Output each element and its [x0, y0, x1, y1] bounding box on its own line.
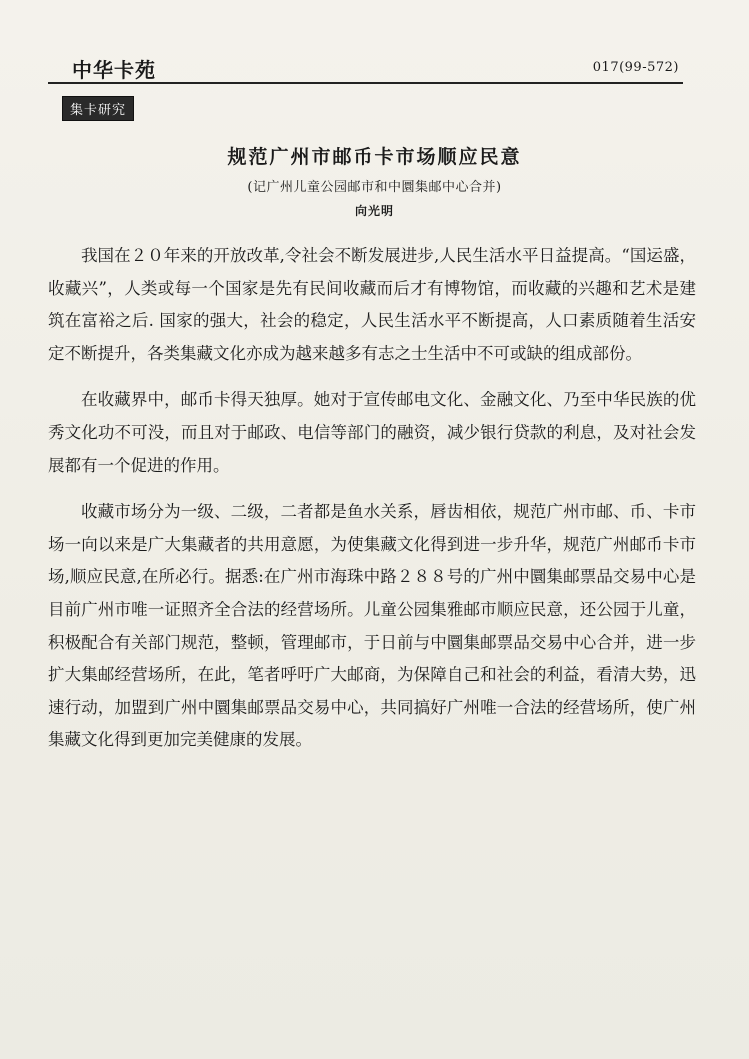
paragraph: 在收藏界中，邮币卡得天独厚。她对于宣传邮电文化、金融文化、乃至中华民族的优秀文化功不可没，而且对于邮政、电信等部门的融资，减少银行贷款的利息，及对社会发展都有一个促进的作用。 — [48, 390, 696, 475]
column-tag: 集卡研究 — [62, 96, 134, 121]
issue-code: 017(99-572) — [592, 60, 679, 75]
page-header — [48, 48, 683, 84]
article-author: 向光明 — [354, 204, 394, 218]
article-subtitle: (记广州儿童公园邮市和中圜集邮中心合并) — [247, 180, 502, 195]
paragraph: 我国在２０年来的开放改革,令社会不断发展进步,人民生活水平日益提高。“国运盛，收藏兴”，人类或每一个国家是先有民间收藏而后才有博物馆，而收藏的兴趣和艺术是建筑在富裕之后. 国家的强大，社会的稳定，人民生活水平不断提高，人口素质随着生活安定不断提升，各类集藏文化亦成为越来越多有志之士生活中不可或缺的组成部份。 — [48, 246, 696, 363]
article-body — [48, 240, 696, 771]
paragraph: 收藏市场分为一级、二级，二者都是鱼水关系，唇齿相依，规范广州市邮、币、卡市场一向以来是广大集藏者的共用意愿，为使集藏文化得到进一步升华，规范广州邮币卡市场,顺应民意,在所必行。据悉:在广州市海珠中路２８８号的广州中圜集邮票品交易中心是目前广州市唯一证照齐全合法的经营场所。儿童公园集雅邮市顺应民意，还公园于儿童，积极配合有关部门规范，整顿，管理邮市，于日前与中圜集邮票品交易中心合并，进一步扩大集邮经营场所，在此，笔者呼吁广大邮商，为保障自己和社会的利益，看清大势，迅速行动，加盟到广州中圜集邮票品交易中心，共同搞好广州唯一合法的经营场所，使广州集藏文化得到更加完美健康的发展。 — [48, 502, 696, 750]
article-title: 规范广州市邮币卡市场顺应民意 — [227, 146, 522, 168]
publication-name: 中华卡苑 — [72, 58, 156, 82]
